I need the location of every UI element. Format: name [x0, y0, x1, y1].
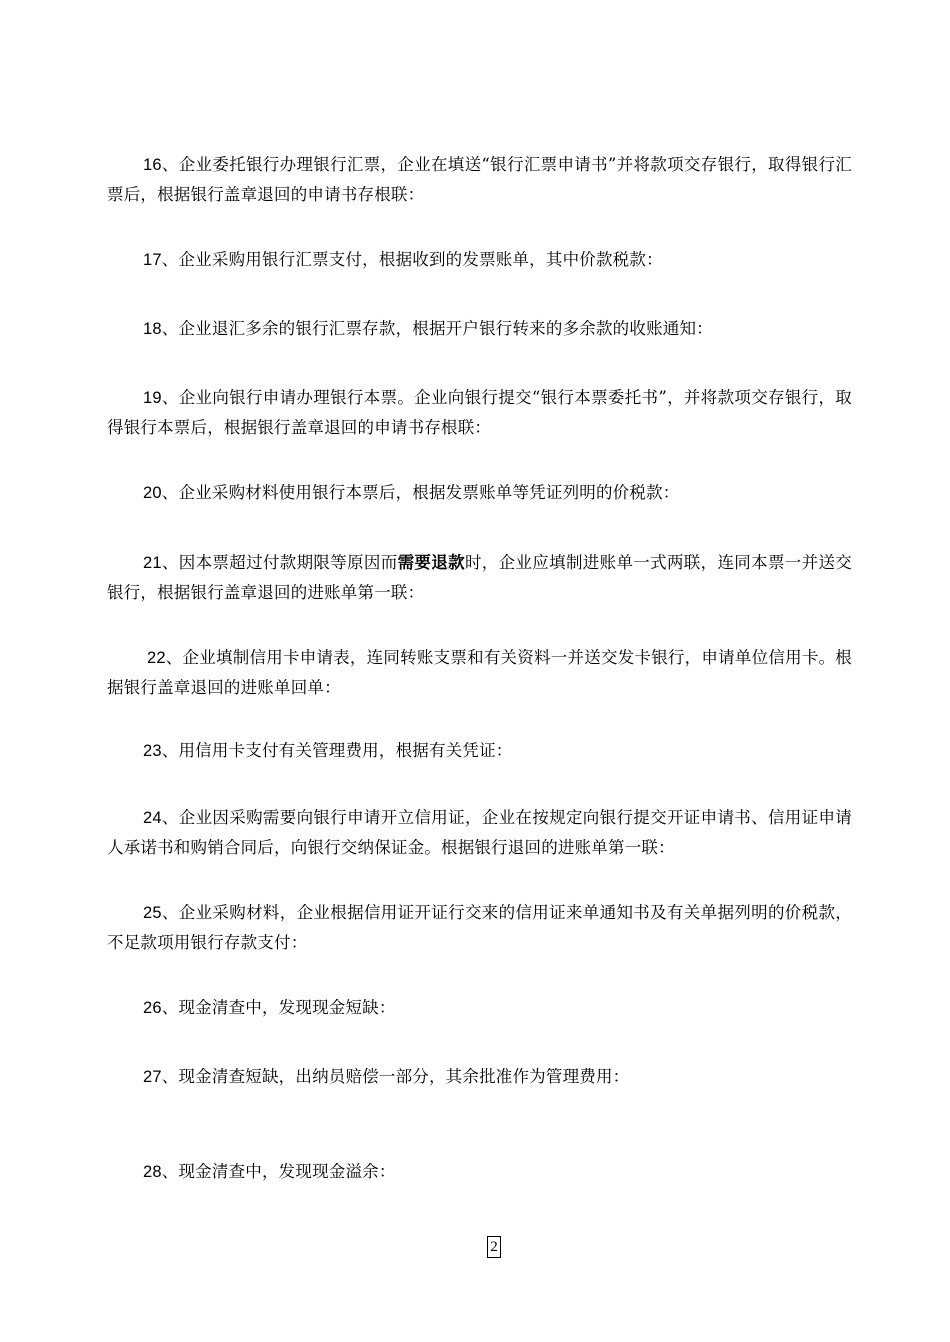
item-text: 现金清查短缺，出纳员赔偿一部分，其余批准作为管理费用：	[178, 1067, 630, 1086]
item-text: 企业采购材料，企业根据信用证开证行交来的信用证来单通知书及有关单据列明的价税款，不足款项用银行存款支付：	[107, 903, 853, 952]
item-separator: 、	[161, 998, 179, 1017]
item-number: 23	[143, 742, 162, 760]
item-number: 21	[143, 554, 162, 572]
item-text: 企业因采购需要向银行申请开立信用证，企业在按规定向银行提交开证申请书、信用证申请人承诺书和购销合同后，向银行交纳保证金。根据银行退回的进账单第一联：	[107, 808, 853, 857]
item-number: 17	[143, 251, 162, 269]
item-separator: 、	[161, 741, 179, 760]
item-separator: 、	[161, 250, 179, 269]
item-separator: 、	[161, 388, 179, 407]
item-text-bold: 需要退款	[397, 553, 465, 572]
item-number: 27	[143, 1068, 162, 1086]
item-number: 19	[143, 389, 162, 407]
item-number: 16	[143, 156, 162, 174]
item-number: 25	[143, 904, 162, 922]
item-separator: 、	[165, 648, 183, 667]
item-text: 企业采购用银行汇票支付，根据收到的发票账单，其中价款税款：	[178, 250, 663, 269]
item-separator: 、	[161, 1162, 179, 1181]
paragraph-19	[107, 383, 852, 442]
item-separator: 、	[161, 553, 179, 572]
item-text: 现金清查中，发现现金短缺：	[178, 998, 396, 1017]
item-number: 26	[143, 999, 162, 1017]
paragraph-17	[107, 245, 852, 275]
paragraph-27	[107, 1062, 852, 1092]
paragraph-24	[107, 803, 852, 862]
item-text: 现金清查中，发现现金溢余：	[178, 1162, 396, 1181]
paragraph-21	[107, 548, 852, 607]
item-separator: 、	[161, 1067, 179, 1086]
item-number: 24	[143, 809, 162, 827]
item-text: 用信用卡支付有关管理费用，根据有关凭证：	[178, 741, 513, 760]
item-number: 20	[143, 484, 162, 502]
item-separator: 、	[161, 155, 179, 174]
paragraph-23	[107, 736, 852, 766]
item-separator: 、	[161, 483, 179, 502]
paragraph-25	[107, 898, 852, 957]
item-text: 企业委托银行办理银行汇票，企业在填送“银行汇票申请书”并将款项交存银行，取得银行汇票后，根据银行盖章退回的申请书存根联：	[107, 155, 852, 204]
item-text: 企业填制信用卡申请表，连同转账支票和有关资料一并送交发卡银行，申请单位信用卡。根据银行盖章退回的进账单回单：	[107, 648, 853, 697]
page-number: 2	[487, 1236, 501, 1258]
paragraph-18	[107, 314, 852, 344]
paragraph-28	[107, 1157, 852, 1187]
item-text: 企业向银行申请办理银行本票。企业向银行提交“银行本票委托书”，并将款项交存银行，取得银行本票后，根据银行盖章退回的申请书存根联：	[107, 388, 852, 437]
paragraph-22	[107, 643, 852, 702]
paragraph-20	[107, 478, 852, 508]
item-text: 因本票超过付款期限等原因而	[178, 553, 398, 572]
item-separator: 、	[161, 903, 179, 922]
item-text: 时，企业应填制进账单一式两联，连同本票一并送交银行，根据银行盖章退回的进账单第一联：	[107, 553, 852, 602]
paragraph-16	[107, 150, 852, 209]
item-separator: 、	[161, 319, 179, 338]
paragraph-26	[107, 993, 852, 1023]
item-number: 28	[143, 1163, 162, 1181]
item-number: 18	[143, 320, 162, 338]
item-text: 企业采购材料使用银行本票后，根据发票账单等凭证列明的价税款：	[178, 483, 680, 502]
item-separator: 、	[161, 808, 179, 827]
item-number: 22	[147, 649, 166, 667]
item-text: 企业退汇多余的银行汇票存款，根据开户银行转来的多余款的收账通知：	[178, 319, 713, 338]
